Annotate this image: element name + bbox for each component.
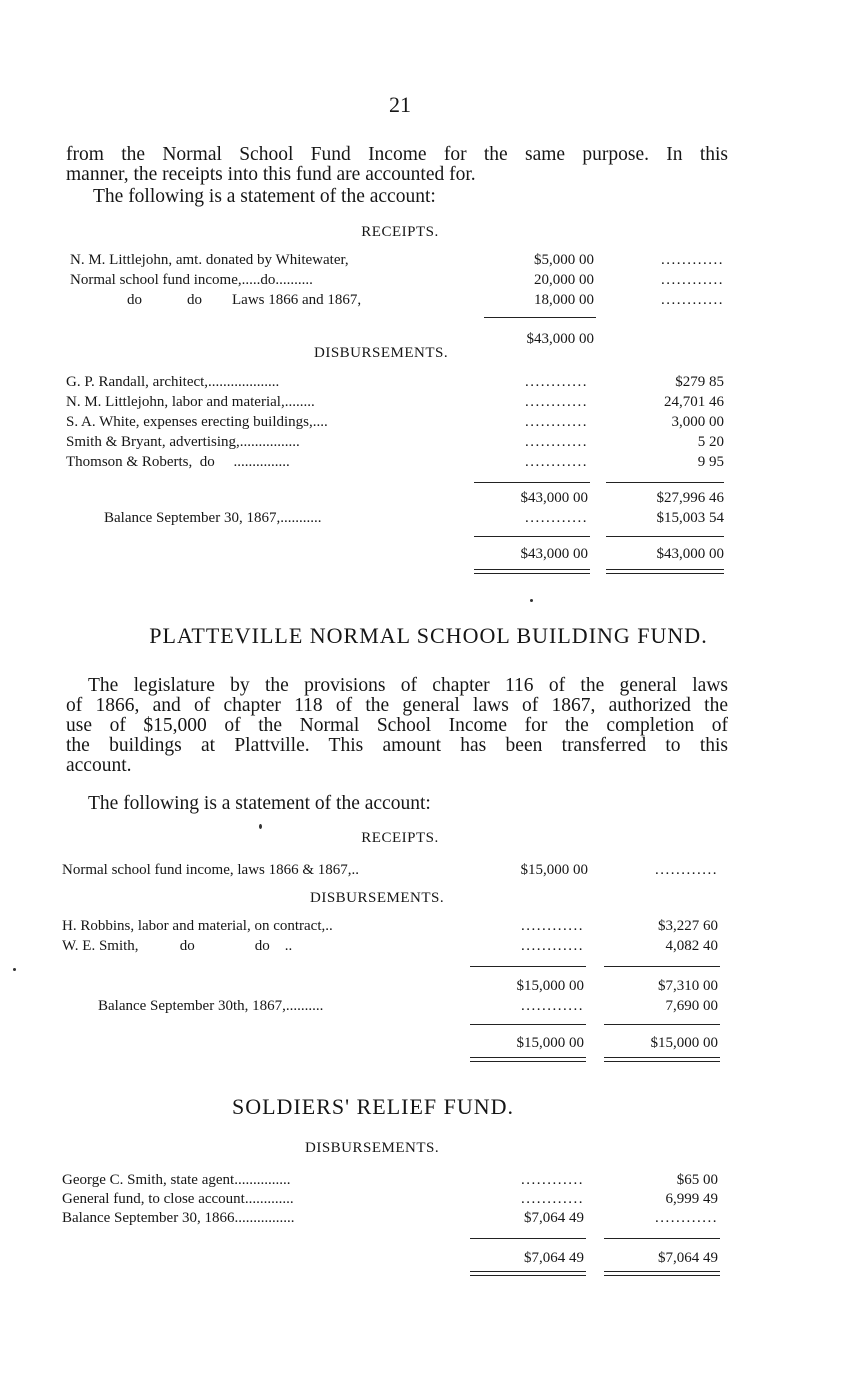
total-left: $15,000 00 <box>516 1035 584 1051</box>
balance-dots: ............ <box>521 998 584 1014</box>
ink-speck <box>259 824 262 829</box>
rule <box>470 1238 586 1239</box>
receipt-label: Normal school fund income,.....do.......... <box>70 272 313 288</box>
soldiers-right: $65 00 <box>676 1172 718 1188</box>
platteville-line-5: account. <box>66 755 132 776</box>
platteville-line-1: The legislature by the provisions of chapter 116 of the general laws <box>88 675 728 696</box>
platteville-line-3: use of $15,000 of the Normal School Income for the completion of <box>66 715 728 736</box>
disbursement-amount: $279 85 <box>675 374 724 390</box>
receipt-row <box>0 860 857 880</box>
total-right: $43,000 00 <box>656 546 724 562</box>
disbursement-dots: ............ <box>521 938 584 954</box>
balance-amount: $15,003 54 <box>656 510 724 526</box>
soldiers-label: Balance September 30, 1866................ <box>62 1210 295 1226</box>
disbursement-dots: ............ <box>525 454 588 470</box>
disbursement-label: G. P. Randall, architect,................... <box>66 374 280 390</box>
disbursement-dots: ............ <box>525 394 588 410</box>
receipt-row <box>0 270 857 290</box>
ink-speck <box>530 599 533 602</box>
receipt-other: ............ <box>661 252 724 268</box>
total-row <box>0 1033 857 1053</box>
platteville-line-2: of 1866, and of chapter 118 of the general laws of 1867, authorized the <box>66 695 728 716</box>
disbursement-row <box>0 412 857 432</box>
soldiers-row <box>0 1170 857 1190</box>
receipts-heading-1: RECEIPTS. <box>361 224 439 240</box>
subtotal-row <box>0 488 857 508</box>
receipt-label: do do Laws 1866 and 1867, <box>127 292 362 308</box>
balance-amount: 7,690 00 <box>665 998 718 1014</box>
disbursement-amount: 3,000 00 <box>671 414 724 430</box>
disbursement-label: N. M. Littlejohn, labor and material,........ <box>66 394 315 410</box>
rule <box>604 966 720 967</box>
disbursement-amount: 9 95 <box>697 454 724 470</box>
rule <box>484 317 596 318</box>
rule <box>470 1024 586 1025</box>
receipt-amount: 18,000 00 <box>534 292 594 308</box>
soldiers-left: ............ <box>521 1172 584 1188</box>
disbursement-dots: ............ <box>525 414 588 430</box>
disbursement-amount: $3,227 60 <box>658 918 718 934</box>
balance-label: Balance September 30, 1867,........... <box>104 510 322 526</box>
double-rule <box>470 1057 586 1062</box>
disbursement-label: W. E. Smith, do do .. <box>62 938 293 954</box>
total-left: $43,000 00 <box>520 546 588 562</box>
receipt-amount: $15,000 00 <box>520 862 588 878</box>
receipt-row <box>0 250 857 270</box>
subtotal-row <box>0 976 857 996</box>
disbursement-label: Thomson & Roberts, do ............... <box>66 454 290 470</box>
disbursement-amount: 5 20 <box>697 434 724 450</box>
receipt-amount: 20,000 00 <box>534 272 594 288</box>
soldiers-label: General fund, to close account............. <box>62 1191 294 1207</box>
subtotal-receipts: $15,000 00 <box>516 978 584 994</box>
soldiers-left: ............ <box>521 1191 584 1207</box>
intro-line-2: manner, the receipts into this fund are accounted for. <box>66 164 476 185</box>
receipt-row <box>0 290 857 310</box>
disbursements-heading-2: DISBURSEMENTS. <box>310 890 445 906</box>
page-number: 21 <box>389 92 411 117</box>
receipts-heading-2: RECEIPTS. <box>361 830 439 846</box>
soldiers-right: 6,999 49 <box>665 1191 718 1207</box>
platteville-title: PLATTEVILLE NORMAL SCHOOL BUILDING FUND. <box>149 623 708 648</box>
soldiers-row <box>0 1189 857 1209</box>
disbursement-row <box>0 392 857 412</box>
double-rule <box>474 569 590 574</box>
receipts-total: $43,000 00 <box>526 331 594 347</box>
rule <box>606 536 724 537</box>
double-rule <box>606 569 724 574</box>
receipt-label: N. M. Littlejohn, amt. donated by Whitewater, <box>70 252 349 268</box>
soldiers-right: ............ <box>655 1210 718 1226</box>
rule <box>606 482 724 483</box>
balance-dots: ............ <box>525 510 588 526</box>
soldiers-label: George C. Smith, state agent............... <box>62 1172 291 1188</box>
receipt-other: ............ <box>661 292 724 308</box>
double-rule <box>470 1271 586 1276</box>
disbursement-row <box>0 432 857 452</box>
disbursement-dots: ............ <box>525 434 588 450</box>
disbursement-row <box>0 452 857 472</box>
disbursement-dots: ............ <box>525 374 588 390</box>
subtotal-disbursements: $7,310 00 <box>658 978 718 994</box>
disbursement-amount: 24,701 46 <box>664 394 724 410</box>
double-rule <box>604 1057 720 1062</box>
rule <box>470 966 586 967</box>
total-row <box>0 544 857 564</box>
platteville-paragraph <box>66 676 728 776</box>
disbursement-row <box>0 372 857 392</box>
disbursement-row <box>0 916 857 936</box>
disbursement-label: S. A. White, expenses erecting buildings,.... <box>66 414 328 430</box>
receipt-amount: $5,000 00 <box>534 252 594 268</box>
intro-paragraph <box>66 145 728 185</box>
rule <box>604 1238 720 1239</box>
disbursement-label: Smith & Bryant, advertising,................ <box>66 434 300 450</box>
subtotal-receipts: $43,000 00 <box>520 490 588 506</box>
disbursements-heading-3: DISBURSEMENTS. <box>305 1140 440 1156</box>
disbursement-dots: ............ <box>521 918 584 934</box>
rule <box>474 536 590 537</box>
statement-intro-2: The following is a statement of the account: <box>88 793 431 814</box>
soldiers-title: SOLDIERS' RELIEF FUND. <box>232 1094 515 1119</box>
ink-speck <box>13 968 16 971</box>
soldiers-row <box>0 1208 857 1228</box>
double-rule <box>604 1271 720 1276</box>
receipt-other: ............ <box>661 272 724 288</box>
rule <box>474 482 590 483</box>
disbursements-heading-1: DISBURSEMENTS. <box>314 345 449 361</box>
soldiers-left: $7,064 49 <box>524 1210 584 1226</box>
statement-intro-1: The following is a statement of the account: <box>93 186 436 207</box>
disbursement-amount: 4,082 40 <box>665 938 718 954</box>
total-left: $7,064 49 <box>524 1250 584 1266</box>
balance-label: Balance September 30th, 1867,.......... <box>98 998 324 1014</box>
intro-line-1: from the Normal School Fund Income for the same purpose. In this <box>66 144 728 165</box>
total-right: $7,064 49 <box>658 1250 718 1266</box>
balance-row <box>0 996 857 1016</box>
rule <box>604 1024 720 1025</box>
platteville-line-4: the buildings at Plattville. This amount has been transferred to this <box>66 735 728 756</box>
disbursement-row <box>0 936 857 956</box>
total-right: $15,000 00 <box>650 1035 718 1051</box>
balance-row <box>0 508 857 528</box>
receipt-other: ............ <box>655 862 718 878</box>
receipt-label: Normal school fund income, laws 1866 & 1867,.. <box>62 862 360 878</box>
total-row <box>0 1248 857 1268</box>
disbursement-label: H. Robbins, labor and material, on contract,.. <box>62 918 333 934</box>
subtotal-disbursements: $27,996 46 <box>656 490 724 506</box>
